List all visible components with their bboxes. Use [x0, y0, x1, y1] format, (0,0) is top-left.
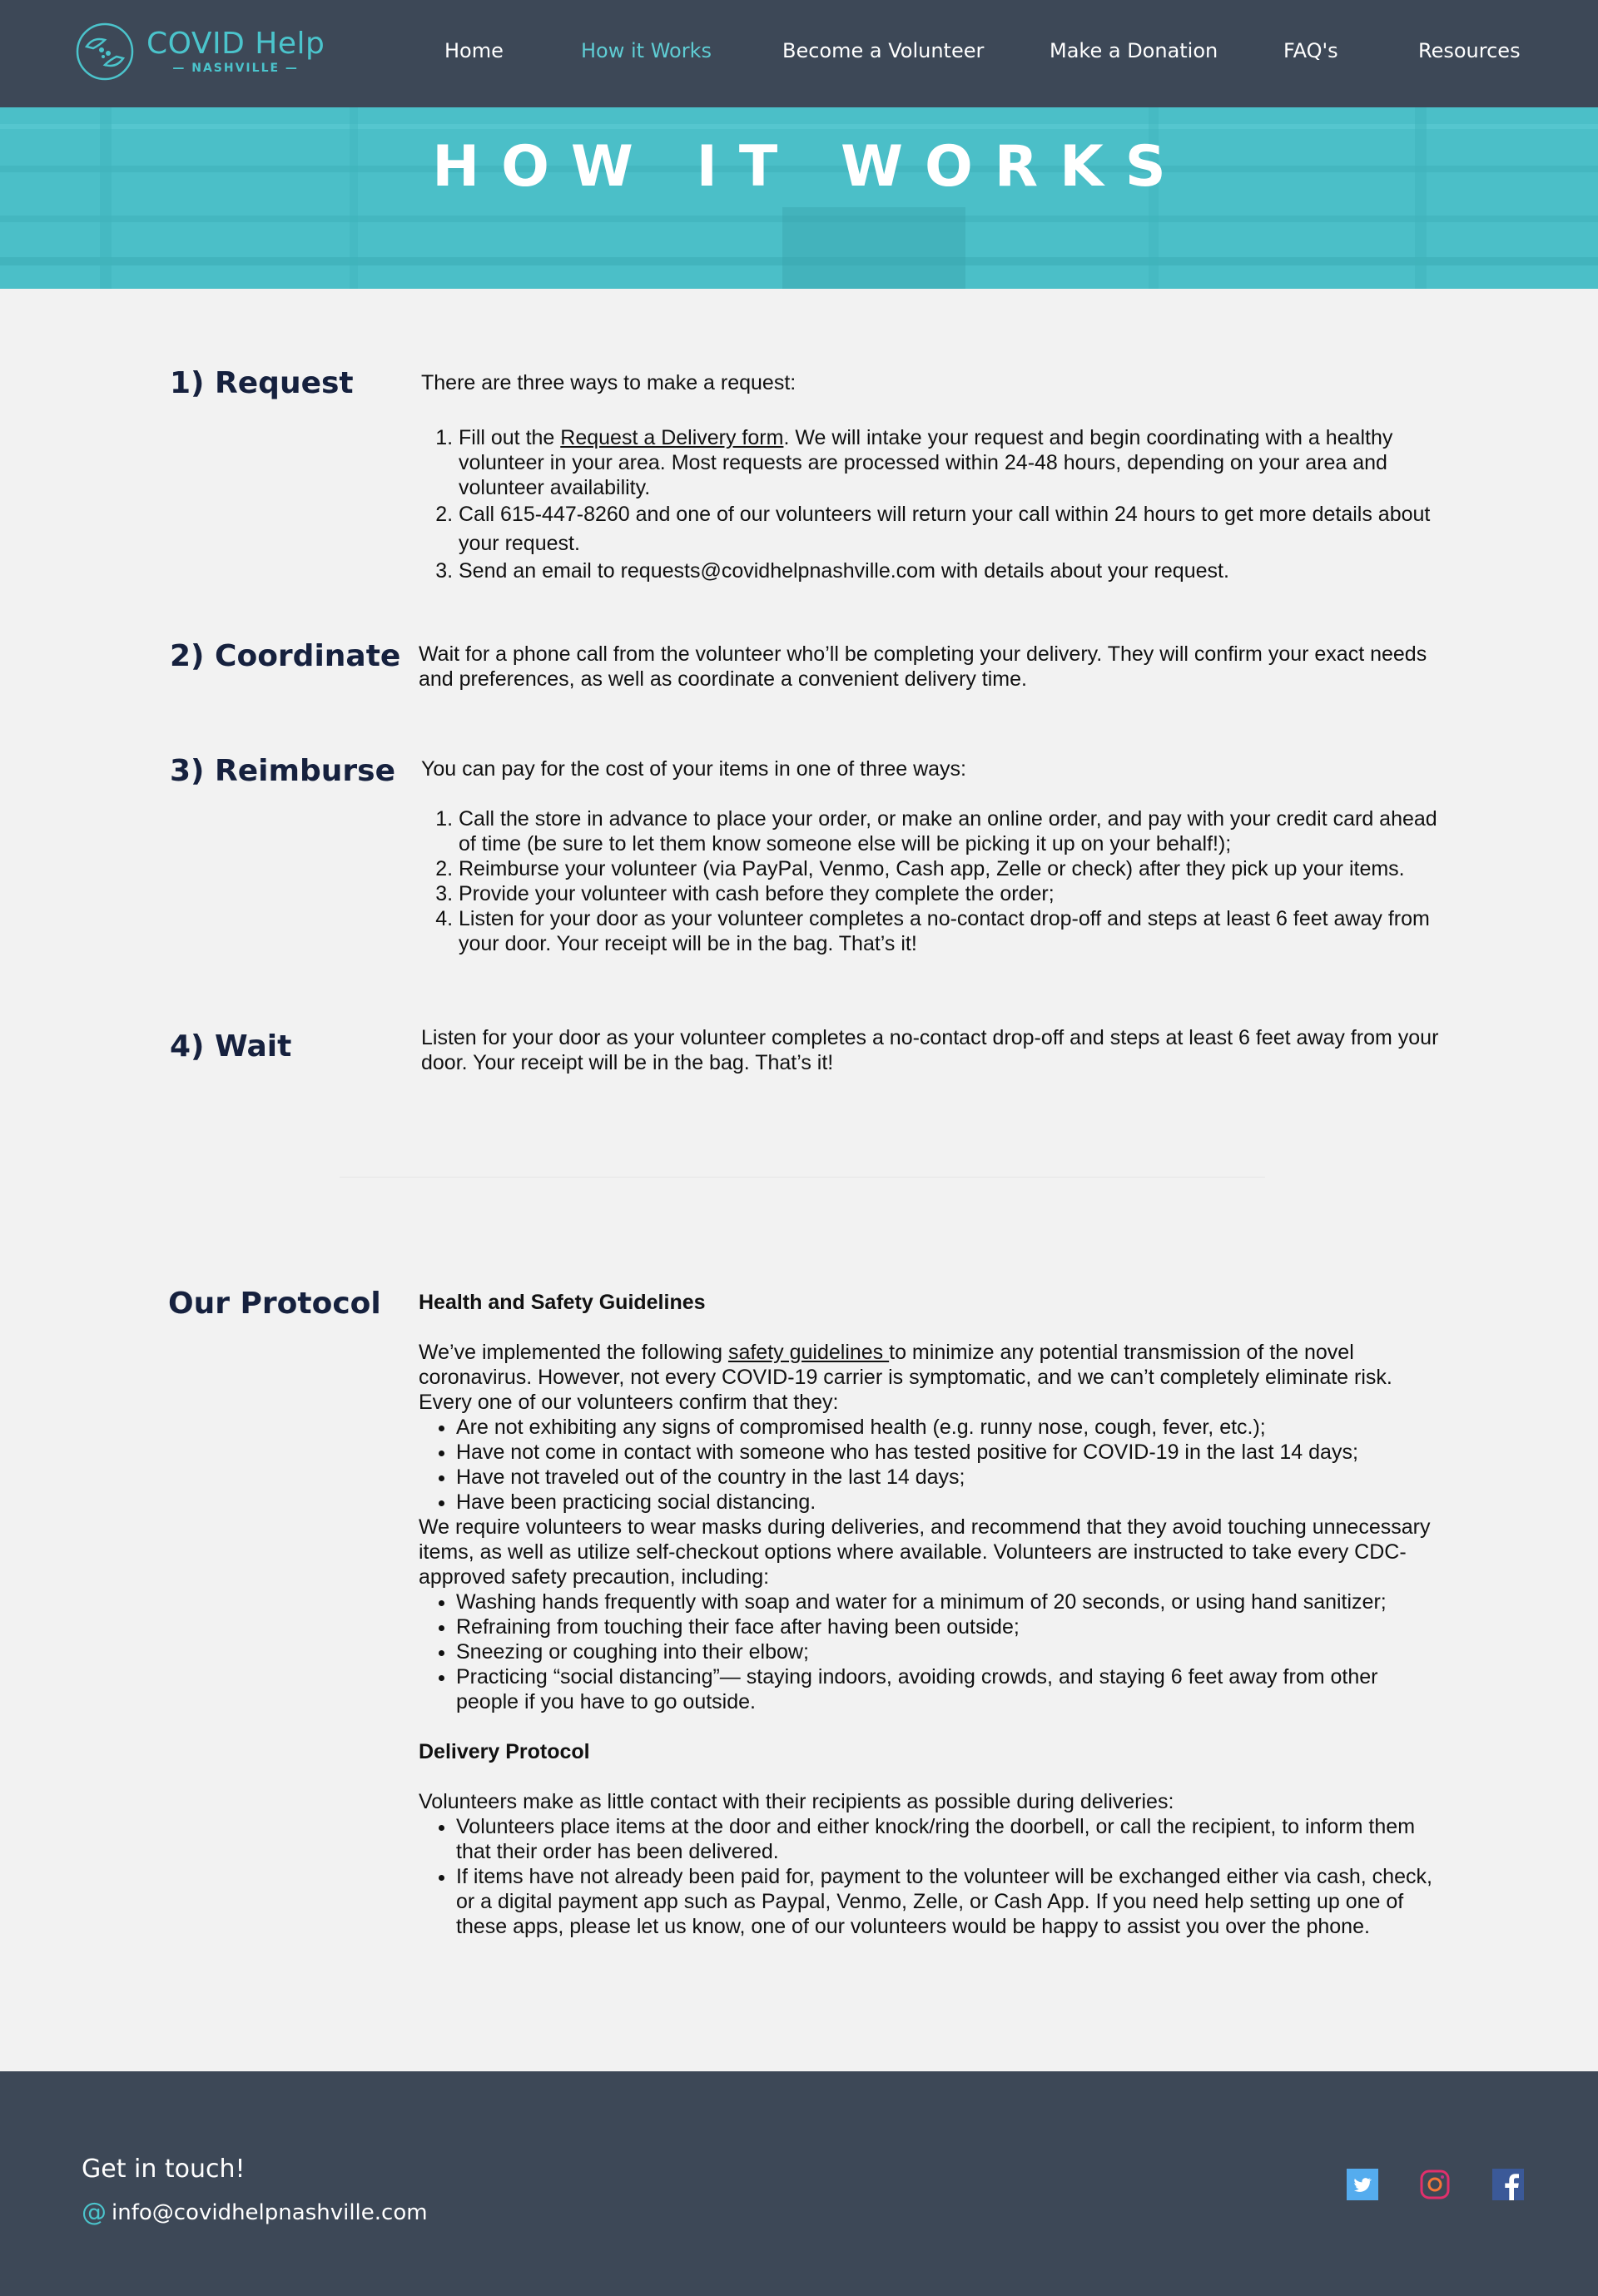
reimburse-content	[421, 756, 1440, 956]
nav-resources[interactable]: Resources	[1418, 39, 1521, 62]
list-item: • Sneezing or coughing into their elbow;	[456, 1639, 1442, 1664]
nav-faqs[interactable]: FAQ's	[1283, 39, 1338, 62]
list-item: 1. Fill out the Request a Delivery form. We will intake your request and begin coordinating with a healthy volunteer in your area. Most requests are processed within 24-48 hours, depending on your area and volunteer availability.	[459, 425, 1437, 500]
footer-email[interactable]	[82, 2198, 428, 2227]
list-item: 3. Send an email to requests@covidhelpnashville.com with details about your request.	[459, 558, 1437, 583]
delivery-list	[419, 1814, 1442, 1939]
page-title: HOW IT WORKS	[432, 134, 1188, 200]
hands-heart-icon	[75, 22, 135, 82]
list-item: • Refraining from touching their face after having been outside;	[456, 1614, 1442, 1639]
footer-email-text: info@covidhelpnashville.com	[112, 2199, 428, 2225]
footer-title: Get in touch!	[82, 2155, 246, 2184]
at-icon: @	[82, 2198, 107, 2227]
request-intro: There are three ways to make a request:	[421, 371, 797, 394]
nav-how-it-works[interactable]: How it Works	[581, 39, 712, 62]
logo-subtitle: — NASHVILLE —	[172, 62, 299, 75]
section-title-protocol: Our Protocol	[168, 1287, 381, 1321]
facebook-icon[interactable]	[1492, 2169, 1524, 2200]
list-item: 2. Reimburse your volunteer (via PayPal, Venmo, Cash app, Zelle or check) after they pick up your items.	[459, 856, 1440, 881]
request-content	[421, 370, 1437, 583]
nav-make-donation[interactable]: Make a Donation	[1050, 39, 1218, 62]
list-item: • Have been practicing social distancing.	[456, 1490, 1442, 1515]
nav-home[interactable]: Home	[444, 39, 504, 62]
safety-guidelines-link[interactable]: safety guidelines	[727, 1341, 890, 1364]
section-divider	[340, 1177, 1265, 1178]
list-item: • Washing hands frequently with soap and water for a minimum of 20 seconds, or using hand sanitizer;	[456, 1589, 1442, 1614]
site-header	[0, 0, 1598, 107]
site-logo[interactable]	[75, 20, 325, 83]
section-title-coordinate: 2) Coordinate	[170, 639, 401, 673]
reimburse-list	[421, 806, 1440, 956]
list-item: • Are not exhibiting any signs of compromised health (e.g. runny nose, cough, fever, etc.);	[456, 1415, 1442, 1440]
logo-text	[146, 27, 325, 76]
list-item: 1. Call the store in advance to place your order, or make an online order, and pay with your credit card ahead of time (be sure to let them know someone else will be picking it up on your behalf!);	[459, 806, 1440, 856]
list-item: 2. Call 615-447-8260 and one of our volunteers will return your call within 24 hours to get more details about your request.	[459, 500, 1437, 558]
request-list	[421, 425, 1437, 583]
reimburse-intro: You can pay for the cost of your items in one of three ways:	[421, 757, 966, 781]
delivery-intro: Volunteers make as little contact with their recipients as possible during deliveries:	[419, 1790, 1174, 1813]
masks-text: We require volunteers to wear masks during deliveries, and recommend that they avoid touching unnecessary items, as well as utilize self-checkout options where available. Volunteers are instructed to take every CDC-approved safety precaution, including:	[419, 1515, 1431, 1589]
request-delivery-form-link[interactable]: Request a Delivery form	[560, 426, 784, 449]
health-safety-title: Health and Safety Guidelines	[419, 1291, 706, 1314]
nav-become-volunteer[interactable]: Become a Volunteer	[782, 39, 985, 62]
list-item: • Have not traveled out of the country in the last 14 days;	[456, 1465, 1442, 1490]
confirm-list	[419, 1415, 1442, 1515]
logo-title: COVID Help	[146, 27, 325, 61]
list-item: 4. Listen for your door as your volunteer completes a no-contact drop-off and steps at least 6 feet away from your door. Your receipt will be in the bag. That’s it!	[459, 906, 1440, 956]
section-title-wait: 4) Wait	[170, 1029, 292, 1064]
list-item: • Practicing “social distancing”— staying indoors, avoiding crowds, and staying 6 feet away from other people if you have to go outside.	[456, 1664, 1442, 1714]
section-title-reimburse: 3) Reimburse	[170, 754, 396, 788]
site-footer	[0, 2071, 1598, 2296]
precaution-list	[419, 1589, 1442, 1714]
delivery-protocol-title: Delivery Protocol	[419, 1740, 590, 1763]
hero-banner	[0, 107, 1598, 289]
list-item: • If items have not already been paid for, payment to the volunteer will be exchanged either via cash, check, or a digital payment app such as Paypal, Venmo, Zelle, or Cash App. If you need help setting up one of these apps, please let us know, one of our volunteers would be happy to assist you over the phone.	[456, 1864, 1442, 1939]
coordinate-text: Wait for a phone call from the volunteer who’ll be completing your delivery. They will confirm your exact needs and preferences, as well as coordinate a convenient delivery time.	[419, 642, 1427, 691]
wait-text: Listen for your door as your volunteer completes a no-contact drop-off and steps at least 6 feet away from your door. Your receipt will be in the bag. That’s it!	[421, 1026, 1439, 1074]
protocol-intro: We’ve implemented the following safety guidelines to minimize any potential transmission of the novel coronavirus. However, not every COVID-19 carrier is symptomatic, and we can’t completely eliminate risk. Every one of our volunteers confirm that they:	[419, 1341, 1392, 1414]
list-item: • Have not come in contact with someone who has tested positive for COVID-19 in the last 14 days;	[456, 1440, 1442, 1465]
list-item: 3. Provide your volunteer with cash before they complete the order;	[459, 881, 1440, 906]
twitter-icon[interactable]	[1347, 2169, 1378, 2200]
list-item: • Volunteers place items at the door and either knock/ring the doorbell, or call the recipient, to inform them that their order has been delivered.	[456, 1814, 1442, 1864]
instagram-icon[interactable]	[1419, 2169, 1451, 2200]
protocol-content	[419, 1290, 1442, 1939]
section-title-request: 1) Request	[170, 366, 354, 400]
